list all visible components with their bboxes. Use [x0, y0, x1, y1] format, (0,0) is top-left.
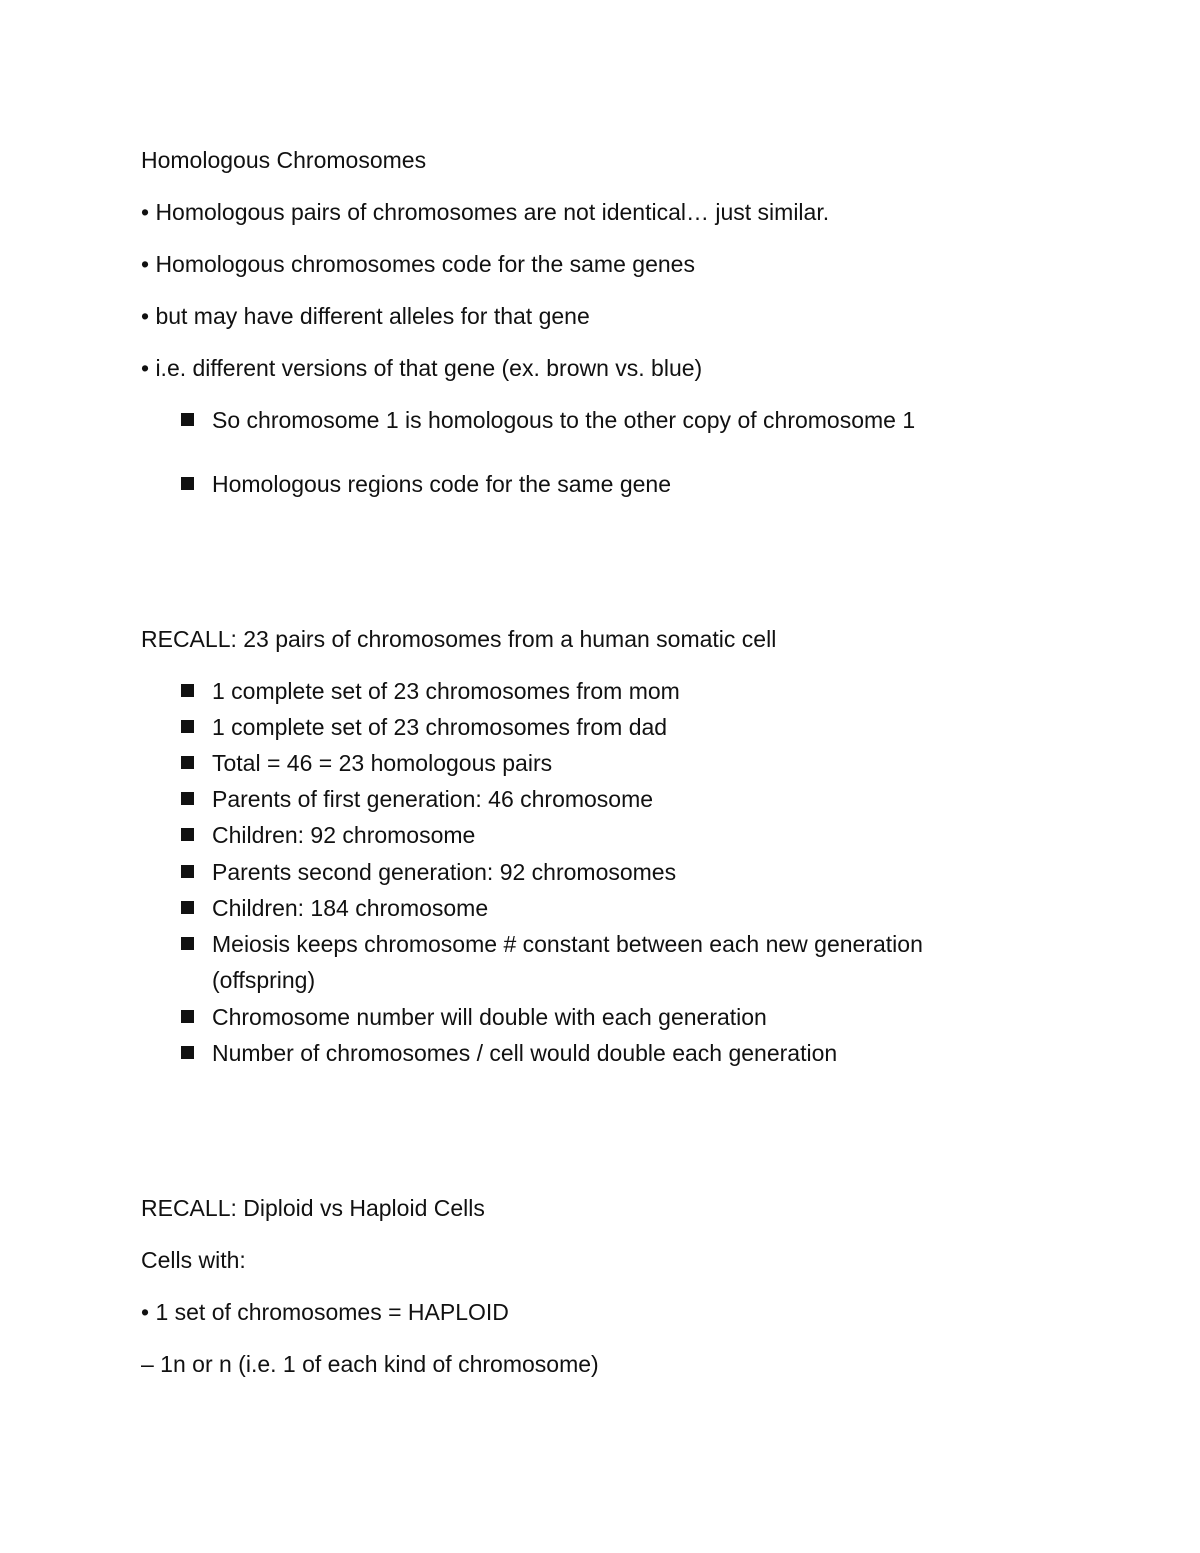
square-bullet-icon — [181, 792, 194, 805]
square-bullet-icon — [181, 413, 194, 426]
square-bullet-icon — [181, 720, 194, 733]
list-item-text: Parents of first generation: 46 chromosome — [212, 786, 654, 812]
list-item-text: Parents second generation: 92 chromosomes — [212, 859, 677, 885]
intro-text: Cells with: — [141, 1247, 246, 1273]
sub-list-item-text: Homologous regions code for the same gene — [212, 471, 672, 497]
square-bullet-icon — [181, 1010, 194, 1023]
dash-item: – 1n or n (i.e. 1 of each kind of chromosome) — [141, 1351, 599, 1377]
square-bullet-icon — [181, 1046, 194, 1059]
list-item-text: Total = 46 = 23 homologous pairs — [212, 750, 553, 776]
section-heading-recall-pairs: RECALL: 23 pairs of chromosomes from a human somatic cell — [141, 626, 777, 652]
square-bullet-icon — [181, 828, 194, 841]
list-item-text: 1 complete set of 23 chromosomes from mom — [212, 678, 680, 704]
bullet-item: • Homologous chromosomes code for the same genes — [141, 251, 695, 277]
list-item-text: Meiosis keeps chromosome # constant between each new generation (offspring) — [212, 931, 923, 993]
square-bullet-icon — [181, 865, 194, 878]
bullet-item: • i.e. different versions of that gene (ex. brown vs. blue) — [141, 355, 703, 381]
square-bullet-icon — [181, 937, 194, 950]
square-bullet-icon — [181, 756, 194, 769]
square-bullet-icon — [181, 477, 194, 490]
bullet-item: • but may have different alleles for that gene — [141, 303, 590, 329]
square-bullet-icon — [181, 684, 194, 697]
list-item-text: Children: 184 chromosome — [212, 895, 489, 921]
bullet-item: • Homologous pairs of chromosomes are not identical… just similar. — [141, 199, 830, 225]
list-item-text: Children: 92 chromosome — [212, 822, 476, 848]
bullet-item: • 1 set of chromosomes = HAPLOID — [141, 1299, 509, 1325]
section-heading-diploid-haploid: RECALL: Diploid vs Haploid Cells — [141, 1195, 485, 1221]
list-item-text: Number of chromosomes / cell would double each generation — [212, 1040, 838, 1066]
sub-list-item-text: So chromosome 1 is homologous to the other copy of chromosome 1 — [212, 407, 916, 433]
list-item-text: 1 complete set of 23 chromosomes from dad — [212, 714, 668, 740]
list-item-text: Chromosome number will double with each generation — [212, 1004, 767, 1030]
square-bullet-icon — [181, 901, 194, 914]
section-heading-homologous: Homologous Chromosomes — [141, 147, 427, 173]
